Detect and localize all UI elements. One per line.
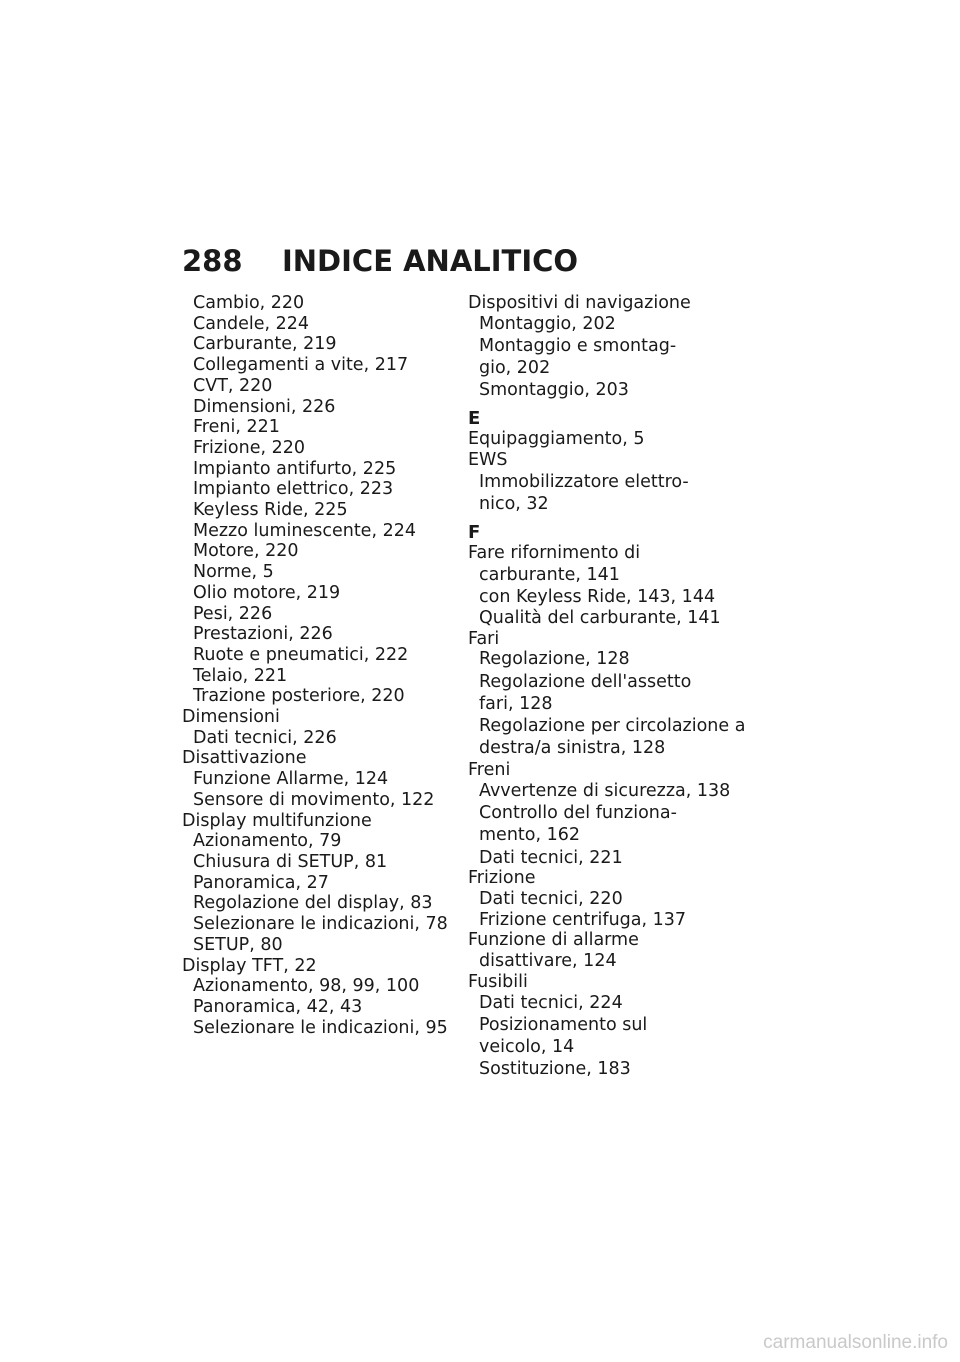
index-subentry: Frizione, 220: [193, 437, 305, 458]
index-subentry: Immobilizzatore elettro-: [479, 471, 689, 492]
index-subentry: Motore, 220: [193, 541, 299, 562]
index-subentry: Candele, 224: [193, 313, 310, 334]
index-entry: Display multifunzione: [182, 810, 372, 831]
index-subentry: Norme, 5: [193, 562, 274, 583]
index-subentry: Avvertenze di sicurezza, 138: [479, 781, 731, 802]
index-entry: Fusibili: [468, 971, 528, 992]
index-subentry: Panoramica, 27: [193, 872, 329, 893]
page-title: INDICE ANALITICO: [282, 244, 579, 278]
index-subentry: Qualità del carburante, 141: [479, 607, 721, 628]
section-letter: F: [468, 521, 481, 543]
index-subentry: Dati tecnici, 224: [479, 992, 623, 1013]
index-entry: Freni: [468, 760, 511, 781]
index-subentry: Chiusura di SETUP, 81: [193, 851, 388, 872]
index-subentry: Sensore di movimento, 122: [193, 789, 435, 810]
index-subentry: Selezionare le indicazioni, 78: [193, 914, 448, 935]
index-entry: Fari: [468, 628, 500, 649]
index-entry: Display TFT, 22: [182, 955, 317, 976]
index-subentry: SETUP, 80: [193, 934, 283, 955]
index-subentry: Montaggio, 202: [479, 313, 616, 334]
index-subentry: Olio motore, 219: [193, 582, 341, 603]
index-subentry: Selezionare le indicazioni, 95: [193, 1017, 448, 1038]
index-subentry: Regolazione per circolazione a: [479, 715, 746, 736]
index-entry: Dimensioni: [182, 707, 280, 728]
index-subentry: disattivare, 124: [479, 951, 617, 972]
index-subentry: Frizione centrifuga, 137: [479, 909, 687, 930]
index-entry: Equipaggiamento, 5: [468, 429, 645, 450]
page-header: [182, 244, 578, 278]
index-subentry: Regolazione del display, 83: [193, 893, 433, 914]
index-subentry: Prestazioni, 226: [193, 624, 333, 645]
index-entry: Funzione di allarme: [468, 930, 639, 951]
index-column-right: [468, 293, 758, 1080]
index-subentry: Dati tecnici, 221: [479, 847, 623, 868]
index-subentry: fari, 128: [479, 693, 553, 714]
index-subentry: Dimensioni, 226: [193, 396, 336, 417]
index-subentry: Impianto elettrico, 223: [193, 479, 394, 500]
index-subentry: Funzione Allarme, 124: [193, 769, 389, 790]
index-subentry: mento, 162: [479, 825, 581, 846]
index-subentry: Collegamenti a vite, 217: [193, 355, 409, 376]
index-subentry: Posizionamento sul: [479, 1014, 648, 1035]
index-subentry: Regolazione, 128: [479, 649, 630, 670]
index-subentry: gio, 202: [479, 358, 551, 379]
index-entry: Frizione: [468, 868, 536, 889]
index-subentry: Ruote e pneumatici, 222: [193, 644, 409, 665]
index-subentry: Panoramica, 42, 43: [193, 996, 363, 1017]
index-subentry: Cambio, 220: [193, 293, 305, 313]
index-subentry: Montaggio e smontag-: [479, 335, 677, 356]
index-subentry: con Keyless Ride, 143, 144: [479, 587, 716, 608]
section-letter: E: [468, 408, 481, 430]
index-subentry: Telaio, 221: [193, 665, 288, 686]
index-entry: Disattivazione: [182, 748, 307, 769]
index-subentry: Azionamento, 98, 99, 100: [193, 976, 420, 997]
index-subentry: Sostituzione, 183: [479, 1059, 631, 1080]
index-subentry: Smontaggio, 203: [479, 380, 629, 401]
index-subentry: Freni, 221: [193, 417, 280, 438]
index-subentry: Dati tecnici, 220: [479, 889, 623, 910]
watermark-text: carmanualsonline.info: [763, 1332, 948, 1353]
index-subentry: Carburante, 219: [193, 334, 337, 355]
index-subentry: Dati tecnici, 226: [193, 727, 337, 748]
index-subentry: Keyless Ride, 225: [193, 500, 348, 521]
index-subentry: Pesi, 226: [193, 603, 273, 624]
index-subentry: Impianto antifurto, 225: [193, 458, 397, 479]
page-number: 288: [182, 244, 243, 278]
index-subentry: nico, 32: [479, 494, 549, 515]
index-subentry: Controllo del funziona-: [479, 803, 677, 824]
index-subentry: Azionamento, 79: [193, 831, 342, 852]
index-subentry: Regolazione dell'assetto: [479, 671, 692, 692]
index-subentry: Mezzo luminescente, 224: [193, 520, 416, 541]
index-subentry: destra/a sinistra, 128: [479, 738, 666, 759]
index-entry: Dispositivi di navigazione: [468, 293, 691, 313]
index-column-left: [182, 293, 452, 1038]
index-subentry: carburante, 141: [479, 565, 620, 586]
index-subentry: CVT, 220: [193, 375, 273, 396]
index-entry: Fare rifornimento di: [468, 542, 641, 563]
index-subentry: veicolo, 14: [479, 1037, 575, 1057]
index-subentry: Trazione posteriore, 220: [193, 686, 405, 707]
index-entry: EWS: [468, 449, 508, 470]
